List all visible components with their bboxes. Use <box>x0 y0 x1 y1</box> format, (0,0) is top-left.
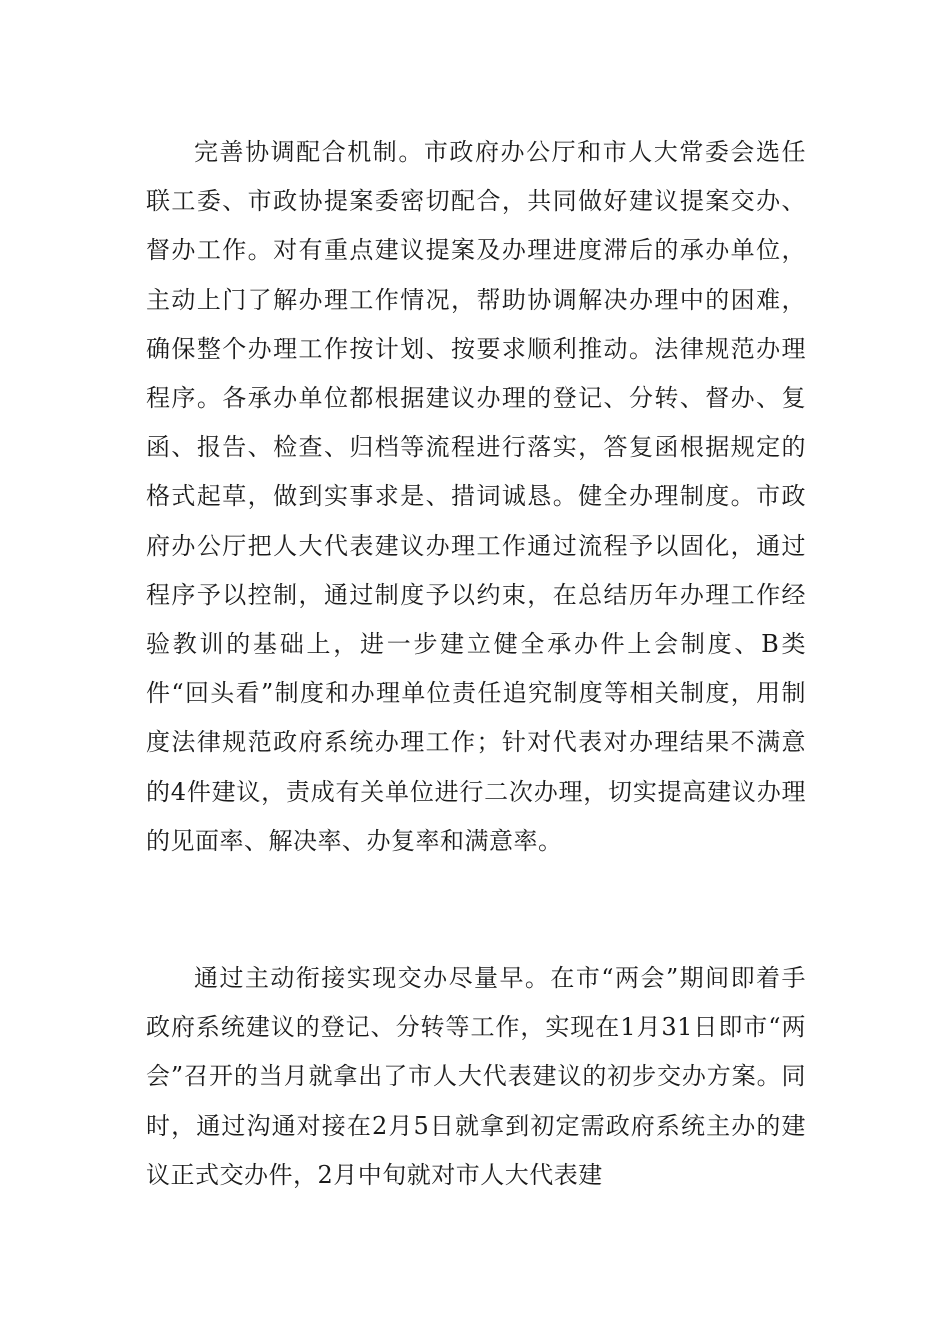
body-paragraph-assignment: 通过主动衔接实现交办尽量早。在市“两会”期间即着手政府系统建议的登记、分转等工作，实现在1月31日即市“两会”召开的当月就拿出了市人大代表建议的初步交办方案。同时，通过沟通对接在2月5日就拿到初定需政府系统主办的建议正式交办件，2月中旬就对市人大代表建 <box>146 964 806 1189</box>
body-paragraph-coordination: 完善协调配合机制。市政府办公厅和市人大常委会选任联工委、市政协提案委密切配合，共同做好建议提案交办、督办工作。对有重点建议提案及办理进度滞后的承办单位，主动上门了解办理工作情况，帮助协调解决办理中的困难，确保整个办理工作按计划、按要求顺利推动。法律规范办理程序。各承办单位都根据建议办理的登记、分转、督办、复函、报告、检查、归档等流程进行落实，答复函根据规定的格式起草，做到实事求是、措词诚恳。健全办理制度。市政府办公厅把人大代表建议办理工作通过流程予以固化，通过程序予以控制，通过制度予以约束，在总结历年办理工作经验教训的基础上，进一步建立健全承办件上会制度、B类件“回头看”制度和办理单位责任追究制度等相关制度，用制度法律规范政府系统办理工作；针对代表对办理结果不满意的4件建议，责成有关单位进行二次办理，切实提高建议办理的见面率、解决率、办复率和满意率。 <box>146 138 806 855</box>
